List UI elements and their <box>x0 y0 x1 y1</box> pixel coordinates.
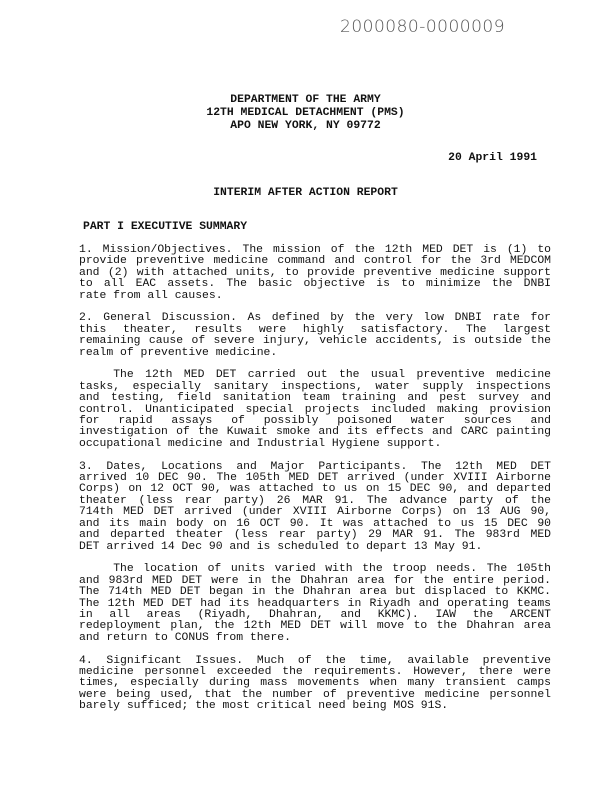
letterhead-line: APO NEW YORK, NY 09772 <box>230 120 381 132</box>
paragraph <box>79 245 551 302</box>
text-line: arrived 10 DEC 90. The 105th MED DET arrived (under XVIII Airborne <box>79 472 551 485</box>
text-line: 4. Significant Issues. Much of the time, available preventive <box>79 654 551 667</box>
text-line: redeployment plan, the 12th MED DET will move to the Dhahran area <box>79 620 551 633</box>
text-line: control. Unanticipated special projects included making provision <box>79 403 551 416</box>
text-line: theater (less rear party) 26 MAR 91. The advance party of the <box>79 494 551 507</box>
text-line: occupational medicine and Industrial Hygiene support. <box>79 437 442 450</box>
text-line: The 714th MED DET began in the Dhahran area but displaced to KKMC. <box>79 586 551 599</box>
text-line: 714th MED DET arrived (under XVIII Airborne Corps) on 13 AUG 90, <box>79 506 551 519</box>
paragraph <box>79 313 551 359</box>
text-line: investigation of the Kuwait smoke and its effects and CARC painting <box>79 426 551 439</box>
text-line: DET arrived 14 Dec 90 and is scheduled to depart 13 May 91. <box>79 540 483 553</box>
paragraph <box>79 462 551 553</box>
text-line: barely sufficed; the most critical need being MOS 91S. <box>79 700 449 713</box>
paragraph <box>79 370 551 450</box>
text-line: tasks, especially sanitary inspections, water supply inspections <box>79 380 551 393</box>
text-line: and testing, field sanitation team training and pest survey and <box>79 392 551 405</box>
report-title: INTERIM AFTER ACTION REPORT <box>213 187 398 199</box>
document-date: 20 April 1991 <box>448 152 537 164</box>
text-line: and its main body on 16 OCT 90. It was attached to us 15 DEC 90 <box>79 517 551 530</box>
document-body <box>79 245 551 724</box>
text-line: 3. Dates, Locations and Major Participants. The 12th MED DET <box>79 460 551 473</box>
text-line: The 12th MED DET had its headquarters in Riyadh and operating teams <box>79 597 551 610</box>
text-line: 1. Mission/Objectives. The mission of the 12th MED DET is (1) to <box>79 244 551 256</box>
document-control-number-stamp: 2000080-0000009 <box>340 17 506 37</box>
part-heading: PART I EXECUTIVE SUMMARY <box>83 221 248 233</box>
text-line: this theater, results were highly satisfactory. The largest <box>79 323 551 336</box>
text-line: and return to CONUS from there. <box>79 631 291 644</box>
letterhead-line: 12TH MEDICAL DETACHMENT (PMS) <box>206 107 405 119</box>
paragraph <box>79 564 551 644</box>
text-line: to all EAC assets. The basic objective is to minimize the DNBI <box>79 278 551 291</box>
text-line: for rapid assays of possibly poisoned water sources and <box>79 415 551 428</box>
text-line: realm of preventive medicine. <box>79 346 278 359</box>
text-line: medicine personnel exceeded the requirements. However, there were <box>79 665 551 678</box>
paragraph <box>79 656 551 713</box>
letterhead <box>0 94 611 133</box>
text-line: The location of units varied with the troop needs. The 105th <box>113 563 551 576</box>
text-line: remaining cause of severe injury, vehicle accidents, is outside the <box>79 335 551 348</box>
text-line: and (2) with attached units, to provide preventive medicine support <box>79 266 551 279</box>
text-line: times, especially during mass movements when many transient camps <box>79 677 551 690</box>
text-line: rate from all causes. <box>79 289 223 302</box>
text-line: in all areas (Riyadh, Dhahran, and KKMC). IAW the ARCENT <box>79 608 551 621</box>
letterhead-line: DEPARTMENT OF THE ARMY <box>230 94 381 106</box>
text-line: and 983rd MED DET were in the Dhahran area for the entire period. <box>79 574 551 587</box>
text-line: and departed theater (less rear party) 29 MAR 91. The 983rd MED <box>79 529 551 542</box>
text-line: Corps) on 12 OCT 90, was attached to us on 15 DEC 90, and departed <box>79 483 551 496</box>
text-line: 2. General Discussion. As defined by the very low DNBI rate for <box>79 312 551 325</box>
text-line: were being used, that the number of preventive medicine personnel <box>79 688 551 701</box>
text-line: provide preventive medicine command and control for the 3rd MEDCOM <box>79 255 551 268</box>
text-line: The 12th MED DET carried out the usual preventive medicine <box>113 369 551 382</box>
